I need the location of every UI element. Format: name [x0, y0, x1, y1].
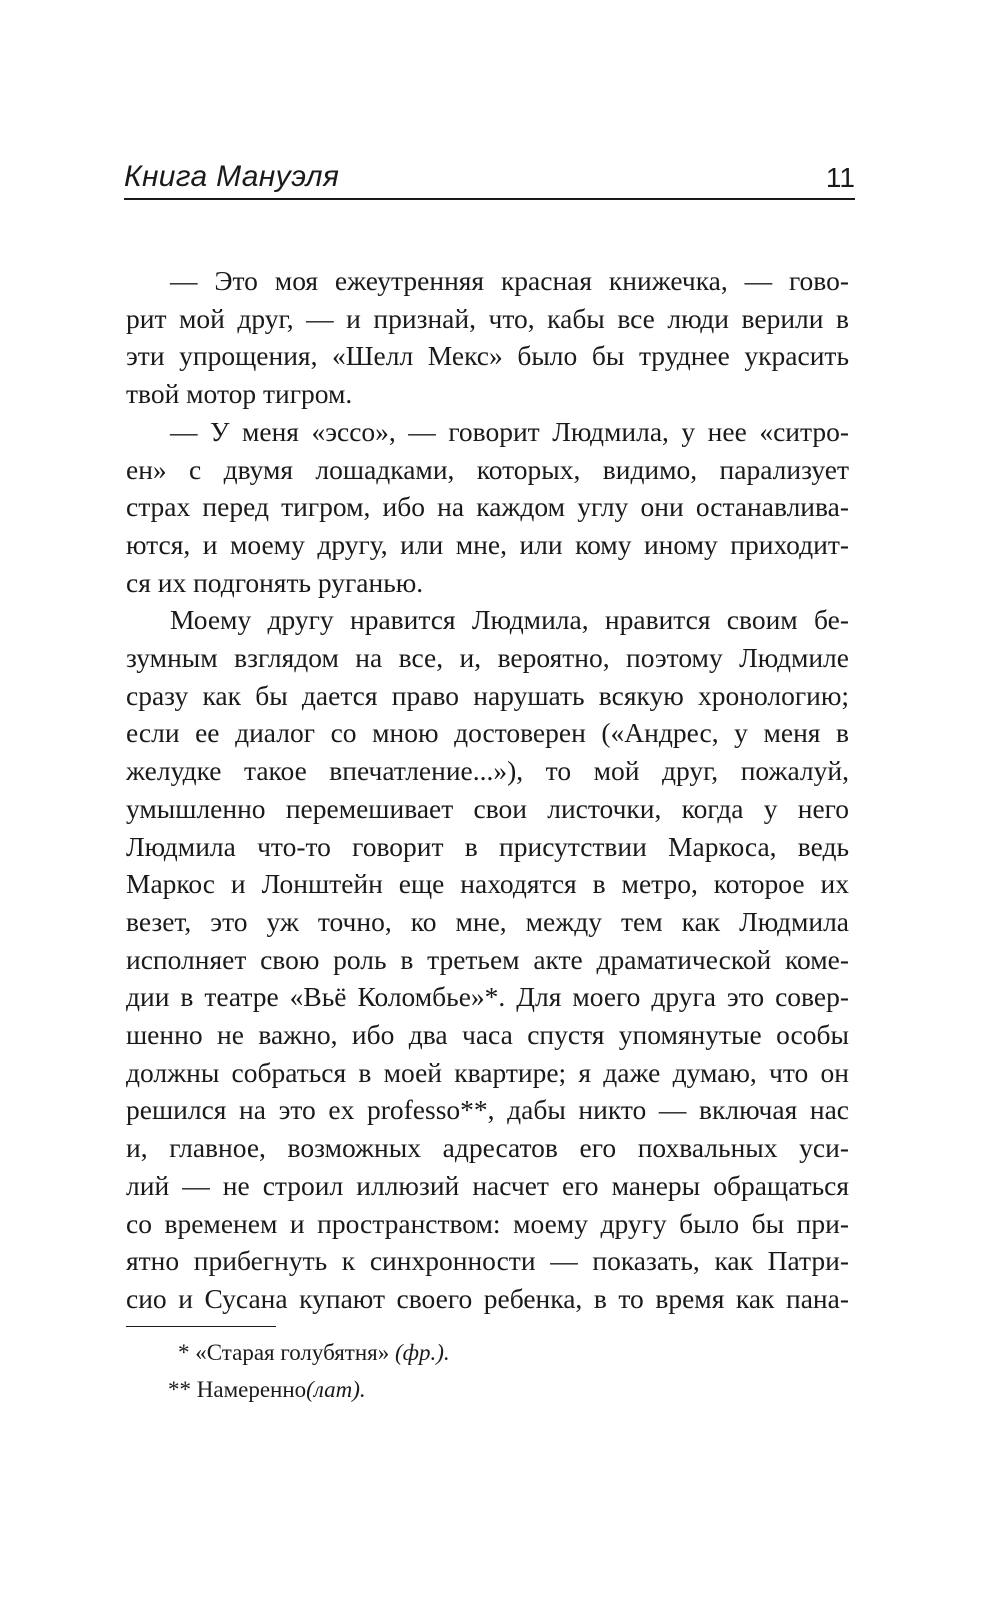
- text-line: ятно прибегнуть к синхронности — показать, как Патри-: [126, 1245, 849, 1277]
- text-line: сио и Сусана купают своего ребенка, в то время как пана-: [126, 1282, 849, 1314]
- header-rule: [124, 198, 855, 200]
- text-line: — У меня «эссо», — говорит Людмила, у нее «ситро-: [170, 415, 849, 447]
- footnote: [126, 1334, 849, 1371]
- text-line: Моему другу нравится Людмила, нравится своим бе-: [170, 604, 849, 636]
- text-line: ются, и моему другу, или мне, или кому иному приходит-: [126, 528, 849, 560]
- text-line: зумным взглядом на все, и, вероятно, поэтому Людмиле: [126, 642, 849, 674]
- text-line: должны собраться в моей квартире; я даже думаю, что он: [126, 1056, 849, 1088]
- running-title: Книга Мануэля: [124, 160, 340, 193]
- page-number: 11: [825, 162, 855, 193]
- text-line: ся их подгонять руганью.: [126, 566, 424, 598]
- text-line: Людмила что-то говорит в присутствии Маркоса, ведь: [126, 830, 849, 862]
- text-line: лий — не строил иллюзий насчет его манеры обращаться: [126, 1169, 849, 1201]
- footnote-marker: *: [178, 1340, 190, 1365]
- text-line: сразу как бы дается право нарушать всякую хронологию;: [126, 679, 849, 711]
- text-line: желудке такое впечатление...»), то мой друг, пожалуй,: [126, 755, 849, 787]
- footnote: [126, 1371, 849, 1408]
- footnotes: [126, 1334, 849, 1408]
- text-line: шенно не важно, ибо два часа спустя упомянутые особы: [126, 1019, 849, 1051]
- text-line: дии в театре «Вьё Коломбье»*. Для моего друга это совер-: [126, 981, 849, 1013]
- running-header: [124, 156, 855, 200]
- footnote-marker: **: [168, 1377, 191, 1402]
- text-line: твой мотор тигром.: [126, 378, 353, 410]
- footnote-note: (фр.).: [395, 1340, 450, 1365]
- text-line: решился на это ex professo**, дабы никто — включая нас: [126, 1094, 849, 1126]
- body-text: [126, 262, 849, 1318]
- text-line: Маркос и Лонштейн еще находятся в метро, которое их: [126, 868, 849, 900]
- text-line: — Это моя ежеутренняя красная книжечка, — гово-: [170, 265, 849, 296]
- text-line: умышленно перемешивает свои листочки, когда у него: [126, 792, 849, 824]
- footnote-text: «Старая голубятня»: [195, 1340, 390, 1365]
- text-line: страх перед тигром, ибо на каждом углу они останавлива-: [126, 491, 849, 523]
- text-line: эти упрощения, «Шелл Мекс» было бы труднее украсить: [126, 340, 849, 372]
- text-line: со временем и пространством: моему другу было бы при-: [126, 1207, 849, 1239]
- footnote-rule: [126, 1326, 276, 1327]
- text-line: ен» с двумя лошадками, которых, видимо, парализует: [126, 453, 849, 485]
- text-line: исполняет свою роль в третьем акте драматической коме-: [126, 943, 849, 975]
- text-line: и, главное, возможных адресатов его похвальных уси-: [126, 1132, 849, 1164]
- footnote-text: Намеренно: [196, 1377, 307, 1402]
- text-line: рит мой друг, — и признай, что, кабы все люди верили в: [126, 302, 849, 334]
- text-line: если ее диалог со мною достоверен («Андрес, у меня в: [126, 717, 849, 749]
- text-line: везет, это уж точно, ко мне, между тем как Людмила: [126, 905, 849, 937]
- footnote-note: (лат).: [306, 1377, 366, 1402]
